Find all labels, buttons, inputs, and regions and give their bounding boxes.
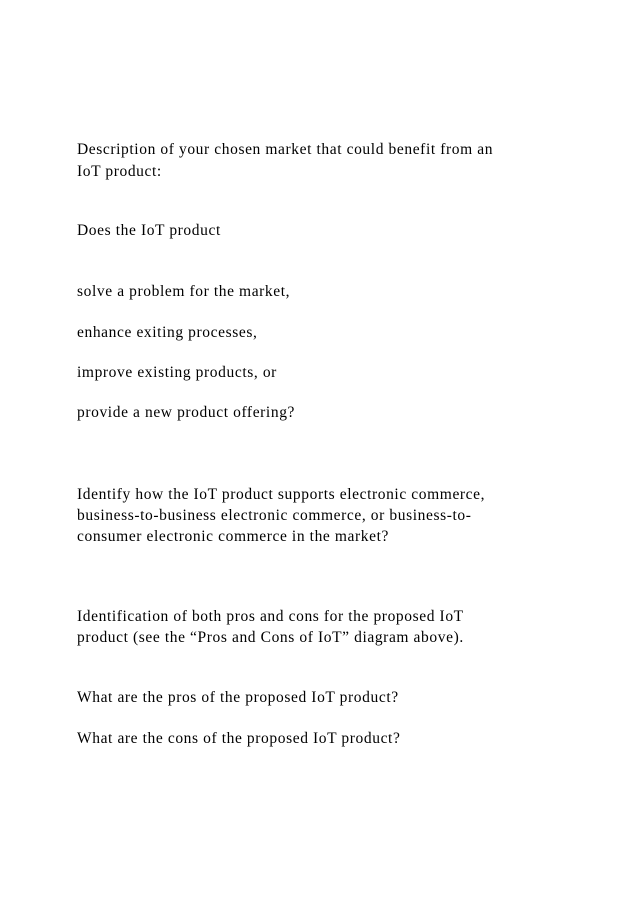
ecommerce-question-line-1: Identify how the IoT product supports electronic commerce, xyxy=(77,486,486,503)
pros-question: What are the pros of the proposed IoT product? xyxy=(77,689,399,706)
option-enhance-processes: enhance exiting processes, xyxy=(77,324,258,341)
market-description-line-1: Description of your chosen market that could benefit from an xyxy=(77,141,494,158)
option-new-offering: provide a new product offering? xyxy=(77,404,296,421)
option-solve-problem: solve a problem for the market, xyxy=(77,283,291,300)
market-description-line-2: IoT product: xyxy=(77,163,162,180)
ecommerce-question-line-2: business-to-business electronic commerce, or business-to- xyxy=(77,507,472,524)
pros-cons-identification-line-2: product (see the “Pros and Cons of IoT” diagram above). xyxy=(77,629,464,646)
cons-question: What are the cons of the proposed IoT product? xyxy=(77,730,401,747)
option-improve-products: improve existing products, or xyxy=(77,364,277,381)
ecommerce-question-line-3: consumer electronic commerce in the market? xyxy=(77,528,389,545)
does-iot-product-heading: Does the IoT product xyxy=(77,222,221,239)
pros-cons-identification-line-1: Identification of both pros and cons for the proposed IoT xyxy=(77,608,464,625)
